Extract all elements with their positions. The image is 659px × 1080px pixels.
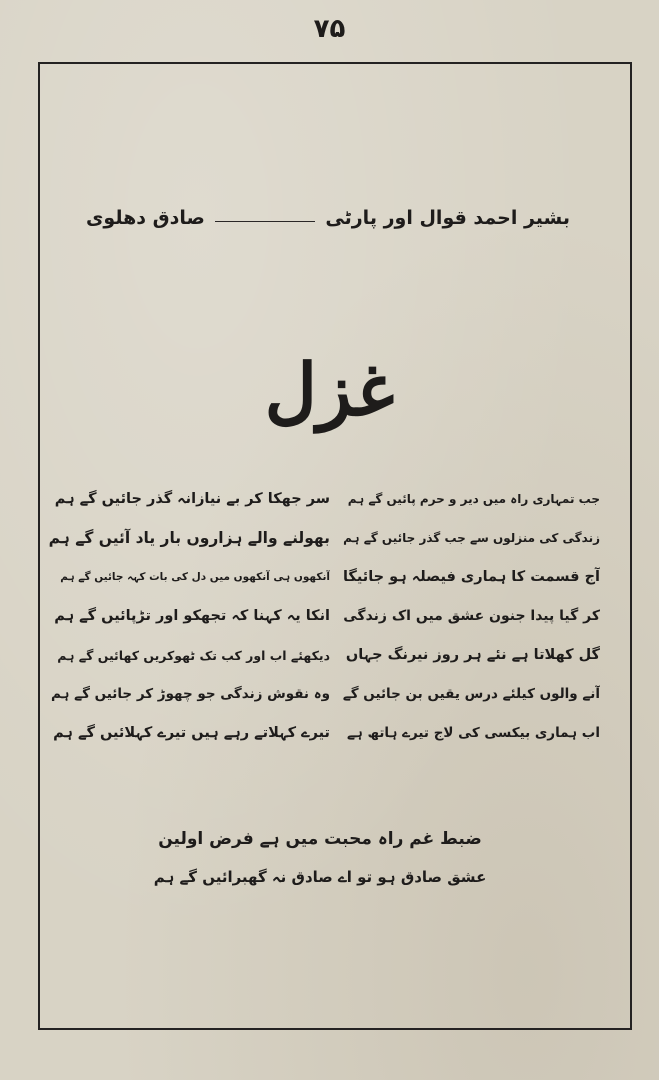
verse-line: آج قسمت کا ہماری فیصلہ ہو جائیگا — [342, 569, 600, 585]
verse-line: کر گیا پیدا جنون عشق میں اک زندگی — [343, 608, 600, 624]
verse-line: آنے والوں کیلئے درس یقیں بن جائیں گے — [342, 686, 600, 702]
verse-line: انکا یہ کہنا کہ تجھکو اور تڑپائیں گے ہم — [54, 608, 330, 624]
verse-line: گل کھلاتا ہے نئے ہر روز نیرنگ جہاں — [345, 647, 600, 663]
singers-credit: بشیر احمد قوال اور پارٹی — [325, 207, 570, 229]
verse-line: تیرے کہلاتے رہے ہیں تیرے کہلائیں گے ہم — [53, 725, 330, 741]
byline-dash — [215, 221, 316, 222]
verse-column-right — [340, 480, 600, 753]
poet-name: صادق دھلوی — [86, 207, 205, 229]
verse-line: زندگی کی منزلوں سے جب گذر جائیں گے ہم — [343, 531, 600, 545]
verse-line: ضبط غم راہ محبت میں ہے فرض اولین — [158, 829, 482, 849]
verse-line: جب تمہاری راہ میں دیر و حرم پائیں گے ہم — [347, 492, 600, 506]
verse-column-left — [48, 480, 330, 753]
verse-line: آنکھوں ہی آنکھوں میں دل کی بات کہہ جائیں گے ہم — [60, 571, 330, 583]
page-number: ۷۵ — [313, 14, 346, 44]
verse-line: دیکھئے اب اور کب تک ٹھوکریں کھائیں گے ہم — [57, 648, 330, 663]
closing-couplet — [150, 820, 490, 896]
poem-title: غزل — [264, 347, 395, 432]
verse-line: بھولنے والے ہزاروں بار یاد آئیں گے ہم — [48, 529, 330, 547]
verse-line: اب ہماری بیکسی کی لاج تیرے ہاتھ ہے — [346, 725, 600, 741]
byline — [86, 198, 570, 238]
verse-line: وہ نقوش زندگی جو چھوڑ کر جائیں گے ہم — [50, 686, 330, 702]
verse-line: عشق صادق ہو تو اے صادق نہ گھبرائیں گے ہم — [153, 868, 487, 886]
verse-line: سر جھکا کر بے نیازانہ گذر جائیں گے ہم — [54, 491, 330, 507]
